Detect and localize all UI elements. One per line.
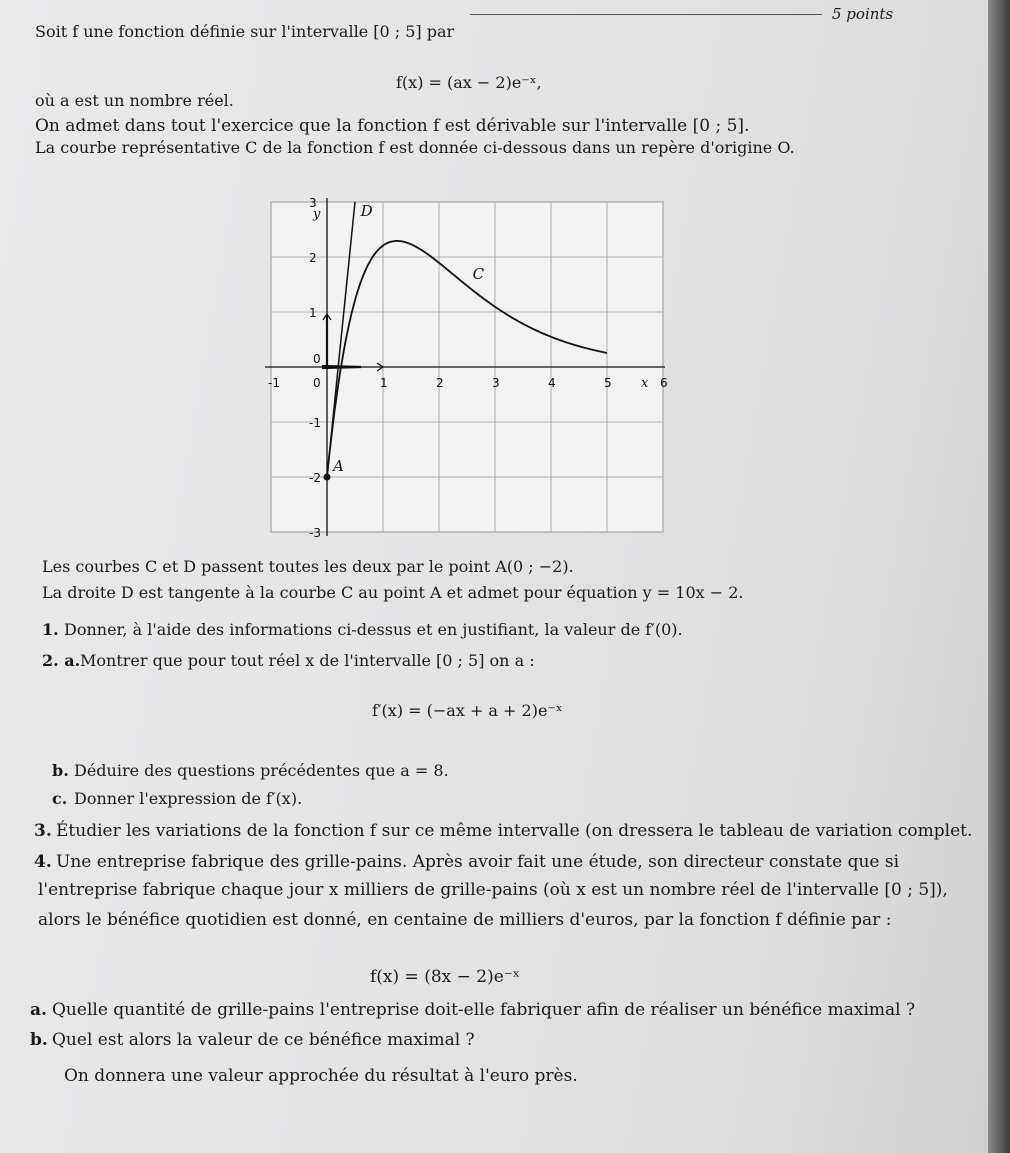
intro-formula: f(x) = (ax − 2)e⁻ˣ, [396,73,542,92]
q2a-formula: f′(x) = (−ax + a + 2)e⁻ˣ [372,701,563,720]
after-line-2: La droite D est tangente à la courbe C au point A et admet pour équation y = 10x − 2. [42,583,744,602]
x-tick-label: 5 [604,376,612,390]
q4a-number: a. [30,1000,47,1020]
q1-number: 1. [42,620,59,639]
page-edge-shadow [988,0,1010,1153]
q4b-number: b. [30,1030,48,1050]
q4b-text: Quel est alors la valeur de ce bénéfice maximal ? [52,1030,475,1050]
y-axis-label: y [313,207,321,222]
q4-line-1: Une entreprise fabrique des grille-pains. Après avoir fait une étude, son directeur constate que si [56,852,900,872]
q2b-text: Déduire des questions précédentes que a = 8. [74,761,449,780]
x-tick-label: 3 [492,376,500,390]
x-tick-label: 4 [548,376,556,390]
point-A [324,474,331,481]
q4-line-2: l'entreprise fabrique chaque jour x milliers de grille-pains (où x est un nombre réel de l'intervalle [0 ; 5]), [38,880,948,900]
q2c-number: c. [52,789,68,808]
annotation-C: C [472,265,485,283]
q2a-text: Montrer que pour tout réel x de l'intervalle [0 ; 5] on a : [80,651,535,670]
function-graph [250,180,670,540]
q1-text: Donner, à l'aide des informations ci-dessus et en justifiant, la valeur de f′(0). [64,620,683,639]
x-tick-label: 0 [313,376,321,390]
points-label: 5 points [832,5,894,23]
y-tick-label: 2 [309,251,317,265]
intro-line-1: Soit f une fonction définie sur l'intervalle [0 ; 5] par [35,22,455,41]
x-tick-label: -1 [268,376,280,390]
intro-line-4: La courbe représentative C de la fonction f est donnée ci-dessous dans un repère d'origine O. [35,138,795,157]
q4-line-3: alors le bénéfice quotidien est donné, en centaine de milliers d'euros, par la fonction f définie par : [38,910,892,930]
x-tick-label: 1 [380,376,388,390]
y-tick-label: 3 [309,196,317,210]
q2a-number: 2. a. [42,651,81,670]
q2b-number: b. [52,761,69,780]
q4b-note: On donnera une valeur approchée du résultat à l'euro près. [64,1066,578,1086]
y-tick-label: 0 [313,352,321,366]
x-axis-label: x [641,376,649,391]
q3-number: 3. [34,821,52,841]
y-tick-label: -3 [309,526,321,540]
q4-formula: f(x) = (8x − 2)e⁻ˣ [370,967,520,987]
q4-number: 4. [34,852,52,872]
annotation-A: A [333,457,344,475]
y-tick-label: 1 [309,306,317,320]
x-tick-label: 2 [436,376,444,390]
annotation-D: D [360,201,373,220]
after-line-1: Les courbes C et D passent toutes les deux par le point A(0 ; −2). [42,557,574,576]
q2c-text: Donner l'expression de f′(x). [74,789,303,808]
x-tick-label: 6 [660,376,668,390]
y-tick-label: -1 [309,416,321,430]
header-rule [470,14,822,15]
q4a-text: Quelle quantité de grille-pains l'entreprise doit-elle fabriquer afin de réaliser un bénéfice maximal ? [52,1000,916,1020]
intro-line-3: On admet dans tout l'exercice que la fonction f est dérivable sur l'intervalle [0 ; 5]. [35,116,750,136]
q3-text: Étudier les variations de la fonction f sur ce même intervalle (on dressera le tableau de variation complet. [56,821,973,841]
intro-line-2: où a est un nombre réel. [35,91,234,110]
y-tick-label: -2 [309,471,321,485]
